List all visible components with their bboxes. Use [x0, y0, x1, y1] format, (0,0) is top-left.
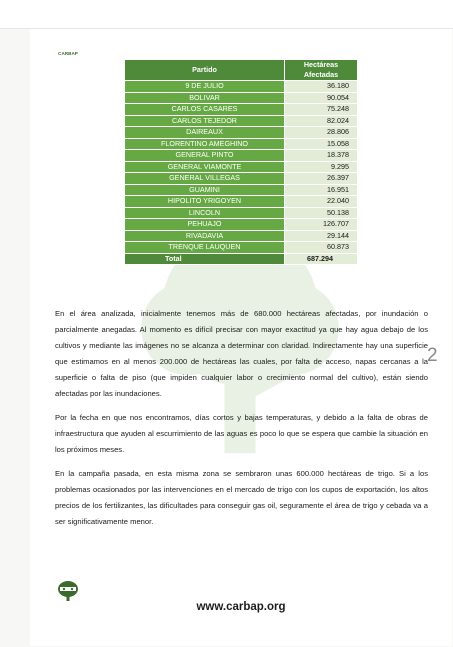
table-row	[125, 138, 358, 150]
partido-cell: HIPOLITO YRIGOYEN	[125, 196, 285, 208]
table-row	[125, 207, 358, 219]
partido-cell: RIVADAVIA	[125, 230, 285, 242]
partido-cell: CARLOS CASARES	[125, 104, 285, 116]
website-link[interactable]: www.carbap.org	[196, 601, 286, 613]
hectareas-cell: 15.058	[285, 138, 358, 150]
table-row	[125, 219, 358, 231]
hectareas-cell: 22.040	[285, 196, 358, 208]
hectareas-cell: 126.707	[285, 219, 358, 231]
table-row	[125, 115, 358, 127]
affected-hectares-table-wrap	[124, 59, 358, 265]
table-row	[125, 92, 358, 104]
partido-cell: GENERAL VIAMONTE	[125, 161, 285, 173]
table-row	[125, 150, 358, 162]
table-row	[125, 230, 358, 242]
column-header-partido: Partido	[125, 60, 285, 81]
partido-cell: GUAMINI	[125, 184, 285, 196]
table-header-row	[125, 60, 358, 81]
table-row	[125, 127, 358, 139]
page-number: 2	[427, 345, 438, 366]
partido-cell: GENERAL VILLEGAS	[125, 173, 285, 185]
total-value-cell: 687.294	[285, 253, 358, 265]
total-label-cell: Total	[125, 253, 285, 265]
partido-cell: BOLIVAR	[125, 92, 285, 104]
affected-hectares-table	[124, 59, 358, 265]
column-header-hectareas: Hectáreas Afectadas	[285, 60, 358, 81]
document-page	[30, 29, 452, 646]
partido-cell: LINCOLN	[125, 207, 285, 219]
table-row	[125, 104, 358, 116]
partido-cell: FLORENTINO AMEGHINO	[125, 138, 285, 150]
hectareas-cell: 28.806	[285, 127, 358, 139]
table-row	[125, 161, 358, 173]
partido-cell: DAIREAUX	[125, 127, 285, 139]
partido-cell: CARLOS TEJEDOR	[125, 115, 285, 127]
table-total-row	[125, 253, 358, 265]
hectareas-cell: 60.873	[285, 242, 358, 254]
paragraph-wheat-campaign: En la campaña pasada, en esta misma zona se sembraron unas 600.000 hectáreas de trigo. Si a los problemas ocasionados por las intervenciones en el mercado de trigo con los cupos de exportación, los altos precios de los fertilizantes, las dificultades para conseguir gas oil, seguramente el área de trigo y cebada va a ser significativamente menor.	[55, 469, 428, 526]
paragraph-affected-area: En el área analizada, inicialmente tenemos más de 680.000 hectáreas afectadas, por inundación o parcialmente anegadas. Al momento es difícil precisar con mayor exactitud ya que hay agua debajo de los cultivos y mediante las imágenes no se alcanza a determinar con claridad. Indirectamente hay una superficie que estimamos en al menos 200.000 de hectáreas las cuales, por falta de acceso, napas cercanas a la superficie o falta de piso (que impiden cualquier labor o crecimiento normal del cultivo), están siendo afectadas por las inundaciones.	[55, 309, 428, 398]
hectareas-cell: 16.951	[285, 184, 358, 196]
partido-cell: GENERAL PINTO	[125, 150, 285, 162]
table-row	[125, 81, 358, 93]
hectareas-cell: 50.138	[285, 207, 358, 219]
partido-cell: TRENQUE LAUQUEN	[125, 242, 285, 254]
hectareas-cell: 26.397	[285, 173, 358, 185]
table-row	[125, 173, 358, 185]
hectareas-cell: 90.054	[285, 92, 358, 104]
viewer-toolbar	[0, 0, 453, 29]
hectareas-cell: 18.378	[285, 150, 358, 162]
hectareas-cell: 36.180	[285, 81, 358, 93]
paragraph-season-outlook: Por la fecha en que nos encontramos, días cortos y bajas temperaturas, y debido a la falta de obras de infraestructura que ayuden al escurrimiento de las aguas es poco lo que se espera que cambie la situación en los próximos meses.	[55, 413, 428, 454]
hectareas-cell: 75.248	[285, 104, 358, 116]
partido-cell: 9 DE JULIO	[125, 81, 285, 93]
body-text	[55, 306, 428, 538]
hectareas-cell: 9.295	[285, 161, 358, 173]
hectareas-cell: 29.144	[285, 230, 358, 242]
table-row	[125, 196, 358, 208]
logo-text: CARBAP	[58, 51, 78, 56]
partido-cell: PEHUAJO	[125, 219, 285, 231]
table-row	[125, 184, 358, 196]
table-row	[125, 242, 358, 254]
carbap-logo-icon	[56, 580, 80, 602]
hectareas-cell: 82.024	[285, 115, 358, 127]
